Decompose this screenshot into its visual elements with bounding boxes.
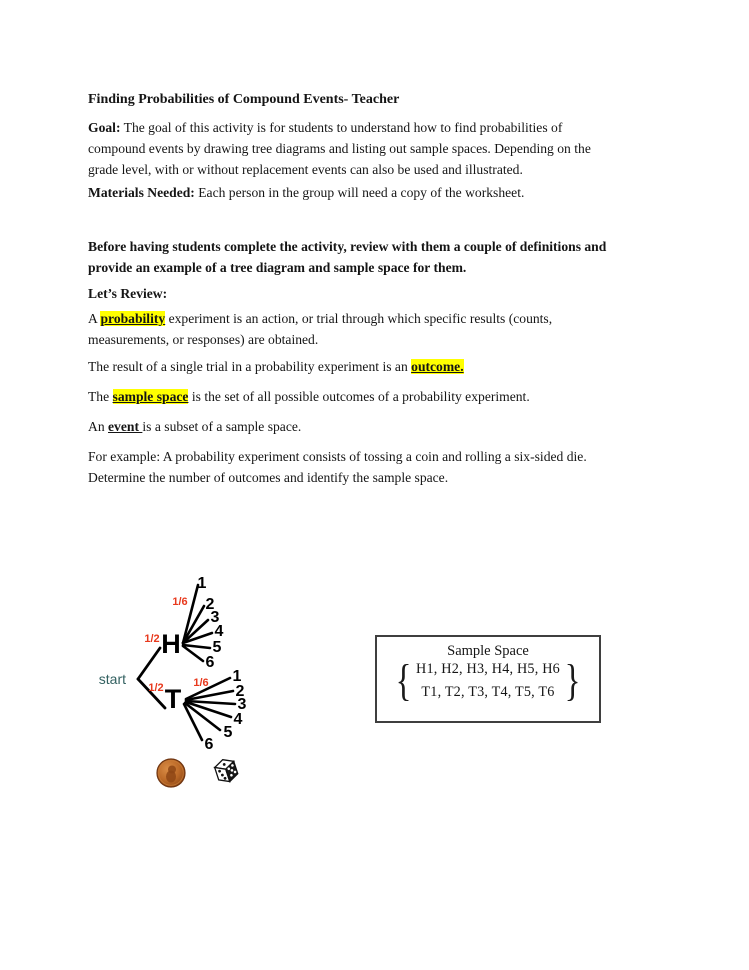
- goal-paragraph: [88, 117, 591, 180]
- outcome-definition: [88, 356, 464, 377]
- text-span: The result of a single trial in a probability experiment is an: [88, 359, 412, 374]
- outcome-h-label: H: [161, 629, 181, 659]
- term-probability: probability: [100, 311, 166, 326]
- goal-label: Goal:: [88, 120, 121, 135]
- text-span: experiment is an action, or trial through which specific results (counts,: [165, 311, 553, 326]
- sample-space-row: T1, T2, T3, T4, T5, T6: [421, 684, 555, 700]
- tree-branch-line: [183, 585, 198, 643]
- die-outcome-label: 2: [205, 596, 215, 613]
- event-definition: [88, 416, 301, 437]
- materials-paragraph: [88, 182, 524, 203]
- die-outcome-label: 3: [237, 696, 247, 713]
- instruction-paragraph: [88, 236, 606, 278]
- term-event: event: [108, 419, 143, 434]
- die-outcome-label: 4: [214, 623, 224, 640]
- probability-definition: [88, 308, 552, 350]
- probability-sixth-label: 1/6: [193, 677, 209, 689]
- text-line: Before having students complete the activity, review with them a couple of definitions and: [88, 239, 607, 254]
- text-line: measurements, or responses) are obtained.: [88, 332, 319, 347]
- right-brace: }: [564, 656, 581, 705]
- die-outcome-label: 6: [204, 736, 214, 753]
- start-label: start: [98, 671, 126, 687]
- left-brace: {: [395, 656, 412, 705]
- sample-space-set: [393, 658, 583, 704]
- probability-sixth-label: 1/6: [172, 596, 188, 608]
- sample-space-definition: [88, 386, 530, 407]
- probability-half-label: 1/2: [144, 633, 160, 645]
- materials-text: Each person in the group will need a copy of the worksheet.: [194, 185, 525, 200]
- text-line: compound events by drawing tree diagrams and listing out sample spaces. Depending on the: [88, 141, 591, 156]
- sample-space-box: [375, 635, 601, 723]
- materials-label: Materials Needed:: [88, 185, 195, 200]
- die-outcome-label: 1: [232, 668, 242, 685]
- text-line: [88, 117, 591, 138]
- die-outcome-label: 5: [212, 639, 222, 656]
- example-paragraph: [88, 446, 587, 488]
- outcome-t-label: T: [164, 684, 182, 714]
- text-line: provide an example of a tree diagram and sample space for them.: [88, 260, 467, 275]
- text-span: The: [88, 389, 113, 404]
- die-outcome-label: 2: [235, 683, 245, 700]
- die-outcome-label: 1: [197, 575, 207, 592]
- die-icon: [213, 757, 239, 785]
- text-line: For example: A probability experiment consists of tossing a coin and rolling a six-sided die.: [88, 449, 587, 464]
- term-outcome: outcome.: [411, 359, 464, 374]
- sample-space-title: Sample Space: [447, 643, 529, 659]
- goal-text: The goal of this activity is for students to understand how to find probabilities of: [120, 120, 563, 135]
- text-span: is the set of all possible outcomes of a probability experiment.: [188, 389, 530, 404]
- text-line: [88, 308, 552, 329]
- text-line: grade level, with or without replacement events can also be used and illustrated.: [88, 162, 523, 177]
- text-span: is a subset of a sample space.: [142, 419, 302, 434]
- text-span: An: [88, 419, 109, 434]
- tree-branch-line: [138, 648, 160, 679]
- text-span: A: [88, 311, 101, 326]
- die-outcome-label: 3: [210, 609, 220, 626]
- die-outcome-label: 4: [233, 711, 243, 728]
- text-line: [88, 416, 301, 437]
- penny-icon: [157, 759, 185, 787]
- text-line: [88, 182, 524, 203]
- probability-half-label: 1/2: [148, 682, 164, 694]
- page-title: Finding Probabilities of Compound Events- Teacher: [88, 92, 400, 107]
- text-line: [88, 356, 464, 377]
- text-line: Determine the number of outcomes and identify the sample space.: [88, 470, 449, 485]
- term-sample-space: sample space: [112, 389, 189, 404]
- review-heading: Let’s Review:: [88, 286, 168, 301]
- die-outcome-label: 6: [205, 654, 215, 671]
- sample-space-row: H1, H2, H3, H4, H5, H6: [416, 661, 560, 677]
- die-outcome-label: 5: [223, 724, 233, 741]
- text-line: [88, 386, 530, 407]
- tree-diagram: [80, 565, 270, 800]
- tree-branch-line: [183, 646, 203, 661]
